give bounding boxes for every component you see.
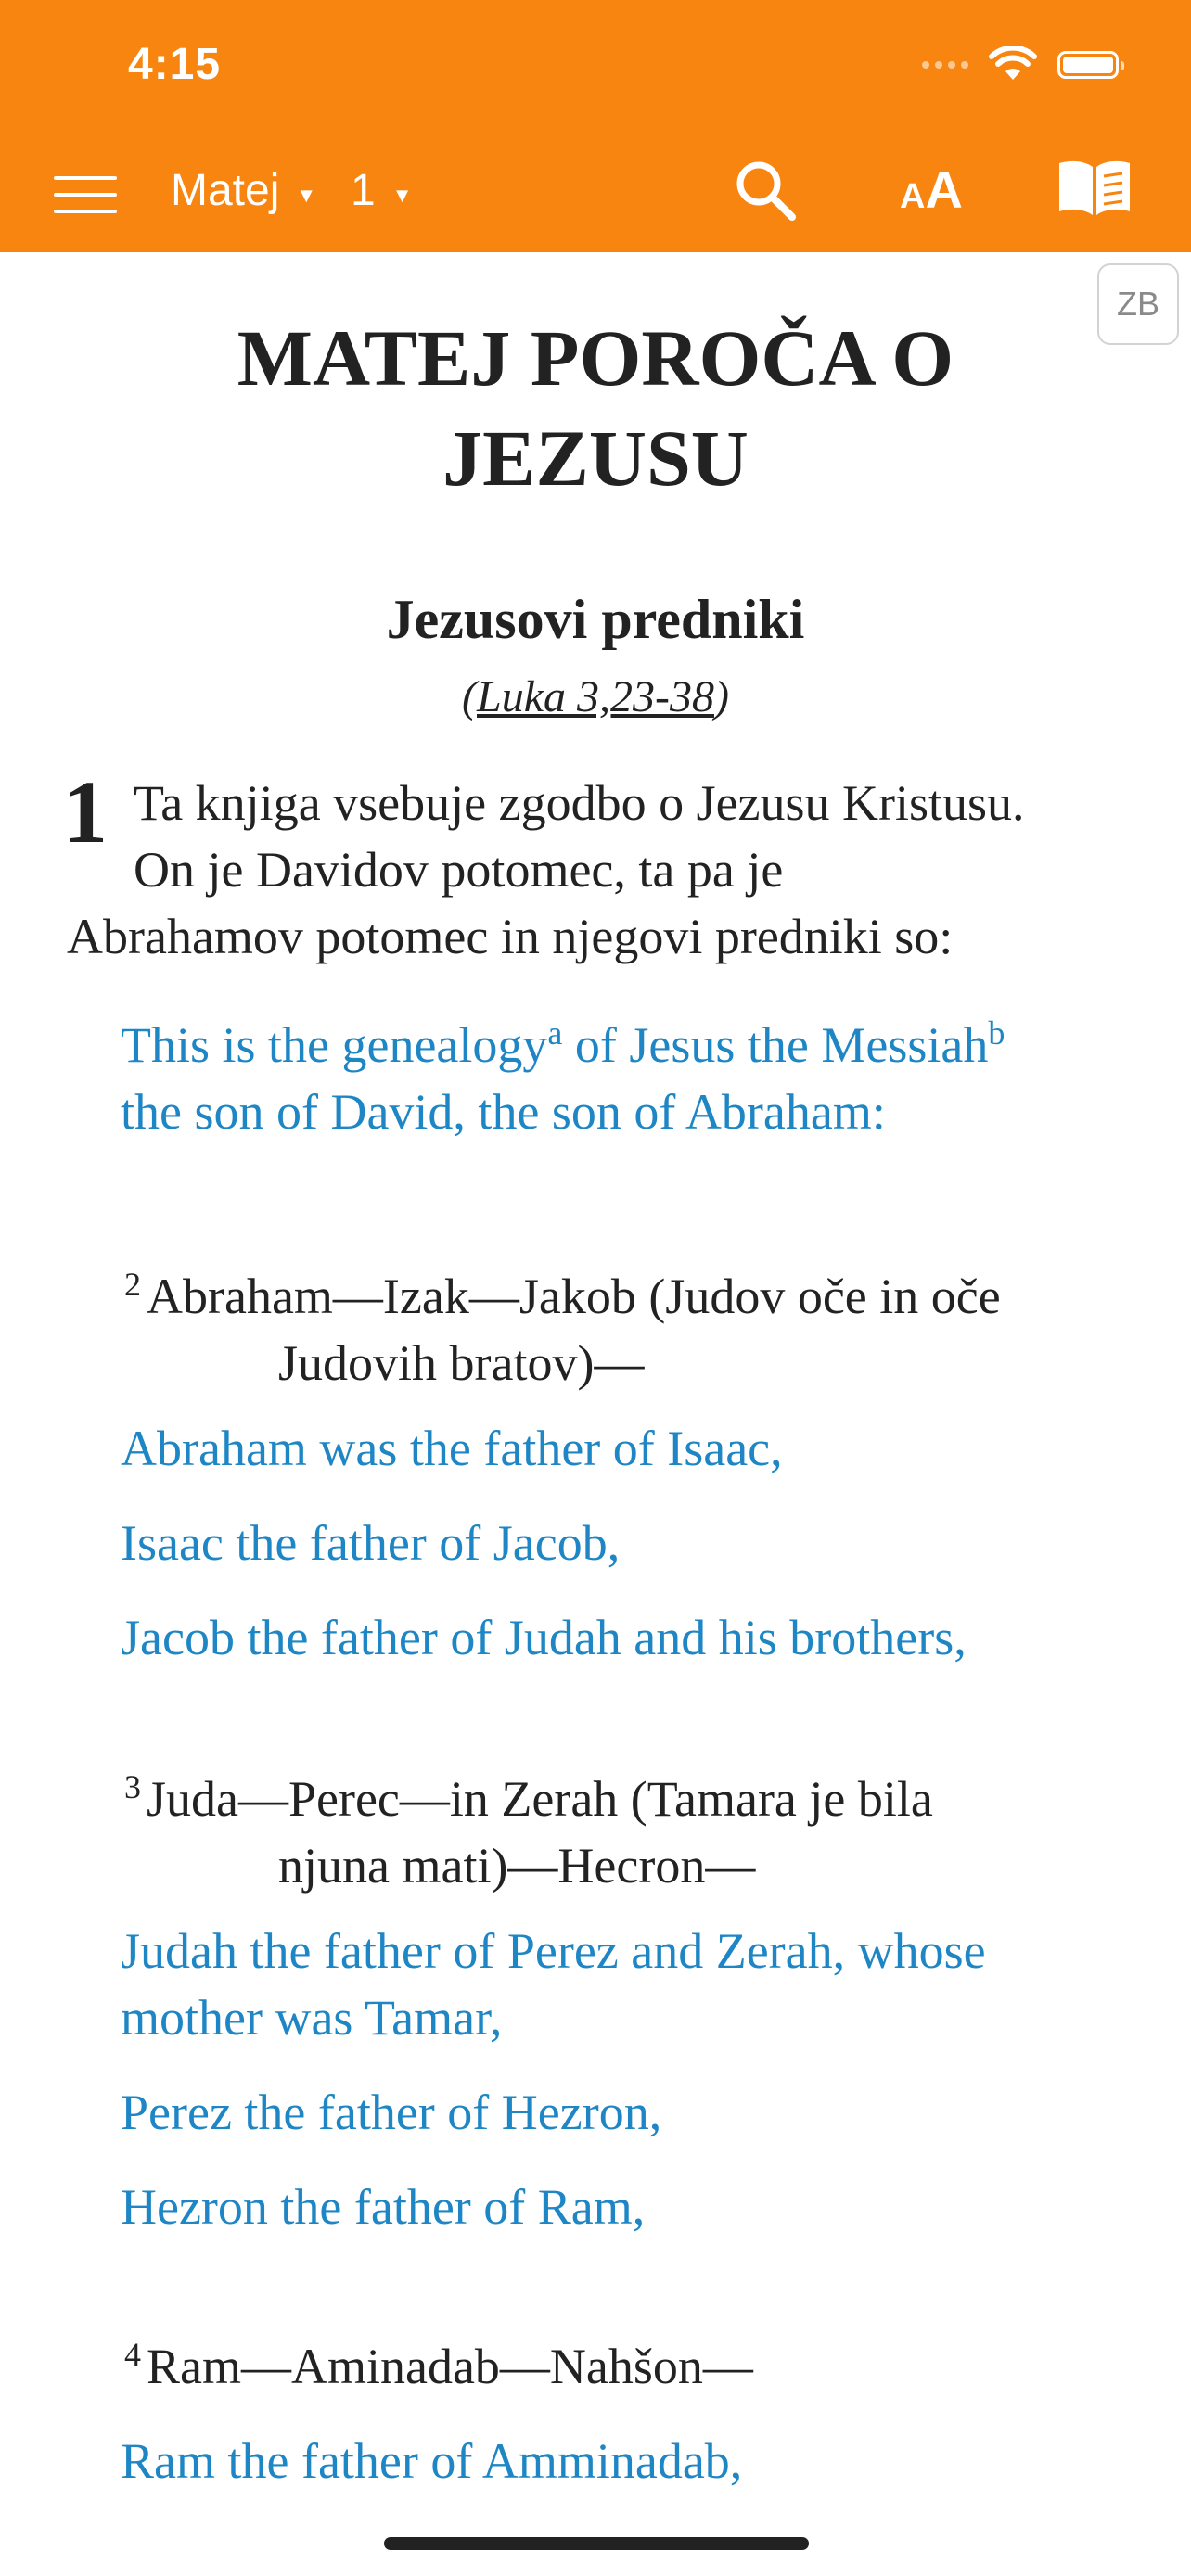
verse-1[interactable] (67, 770, 1143, 970)
verse-english-line[interactable]: Hezron the father of Ram, (121, 2179, 646, 2235)
caret-down-icon: ▼ (296, 183, 317, 207)
app-toolbar (0, 0, 1191, 252)
verse-4[interactable] (124, 2333, 1154, 2400)
verse-english-line[interactable]: Perez the father of Hezron, (121, 2085, 662, 2140)
verse-english-line[interactable]: Ram the father of Amminadab, (121, 2433, 743, 2489)
verse-text-line: the son of David, the son of Abraham: (121, 1084, 886, 1140)
verse-1-english[interactable] (121, 1000, 1141, 1145)
verse-number: 3 (124, 1768, 141, 1805)
version-toggle-button[interactable]: ZB (1097, 263, 1179, 345)
wifi-icon (989, 46, 1037, 83)
menu-icon[interactable] (54, 176, 117, 213)
verse-text-line: Ta knjiga vsebuje zgodbo o Jezusu Kristusu. (134, 775, 1025, 831)
signal-icon (922, 61, 968, 69)
home-indicator[interactable] (384, 2537, 809, 2550)
book-selector[interactable] (171, 165, 316, 216)
status-icons (922, 46, 1119, 83)
verse-text-line: Ram—Aminadab—Nahšon— (147, 2339, 753, 2394)
status-time: 4:15 (128, 40, 222, 89)
book-icon[interactable] (1056, 158, 1133, 219)
parallel-reference-link[interactable]: Luka 3,23-38 (477, 672, 714, 721)
verse-text-line: On je Davidov potomec, ta pa je (134, 842, 784, 898)
verse-text-line: njuna mati)—Hecron— (278, 1838, 756, 1894)
section-heading: Jezusovi predniki (386, 589, 805, 650)
paren-close: ) (713, 672, 729, 721)
footnote-marker-a[interactable]: a (547, 1014, 563, 1052)
book-title: MATEJ POROČA O JEZUSU (237, 313, 954, 503)
verse-text-line: Juda—Perec—in Zerah (Tamara je bila (147, 1771, 933, 1827)
verse-number: 4 (124, 2336, 141, 2373)
font-size-icon[interactable]: AA (900, 160, 963, 219)
verse-english-line[interactable] (121, 1918, 1141, 2051)
verse-text-line: mother was Tamar, (121, 1990, 503, 2046)
verse-text: of Jesus the Messiah (562, 1017, 989, 1073)
verse-3[interactable] (124, 1766, 1154, 1899)
caret-down-icon: ▼ (391, 183, 413, 207)
verse-text-line: Judah the father of Perez and Zerah, whose (121, 1923, 986, 1979)
chapter-number-large: 1 (63, 762, 108, 861)
book-name: Matej (171, 166, 280, 215)
chapter-selector[interactable] (351, 165, 412, 216)
battery-icon (1057, 51, 1119, 79)
verse-text: This is the genealogy (121, 1017, 548, 1073)
verse-text-line: Judovih bratov)— (278, 1335, 645, 1391)
verse-english-line[interactable]: Abraham was the father of Isaac, (121, 1421, 783, 1476)
verse-2[interactable] (124, 1263, 1154, 1396)
parallel-reference (0, 671, 1191, 722)
verse-text-line: Abrahamov potomec in njegovi predniki so: (67, 909, 954, 964)
verse-text-line: Abraham—Izak—Jakob (Judov oče in oče (147, 1269, 1001, 1324)
search-icon[interactable] (733, 158, 798, 223)
verse-english-line[interactable]: Isaac the father of Jacob, (121, 1515, 621, 1571)
verse-english-line[interactable]: Jacob the father of Judah and his brothers, (121, 1610, 967, 1665)
footnote-marker-b[interactable]: b (988, 1014, 1005, 1052)
verse-number: 2 (124, 1266, 141, 1303)
paren-open: ( (462, 672, 477, 721)
chapter-number: 1 (351, 166, 376, 215)
